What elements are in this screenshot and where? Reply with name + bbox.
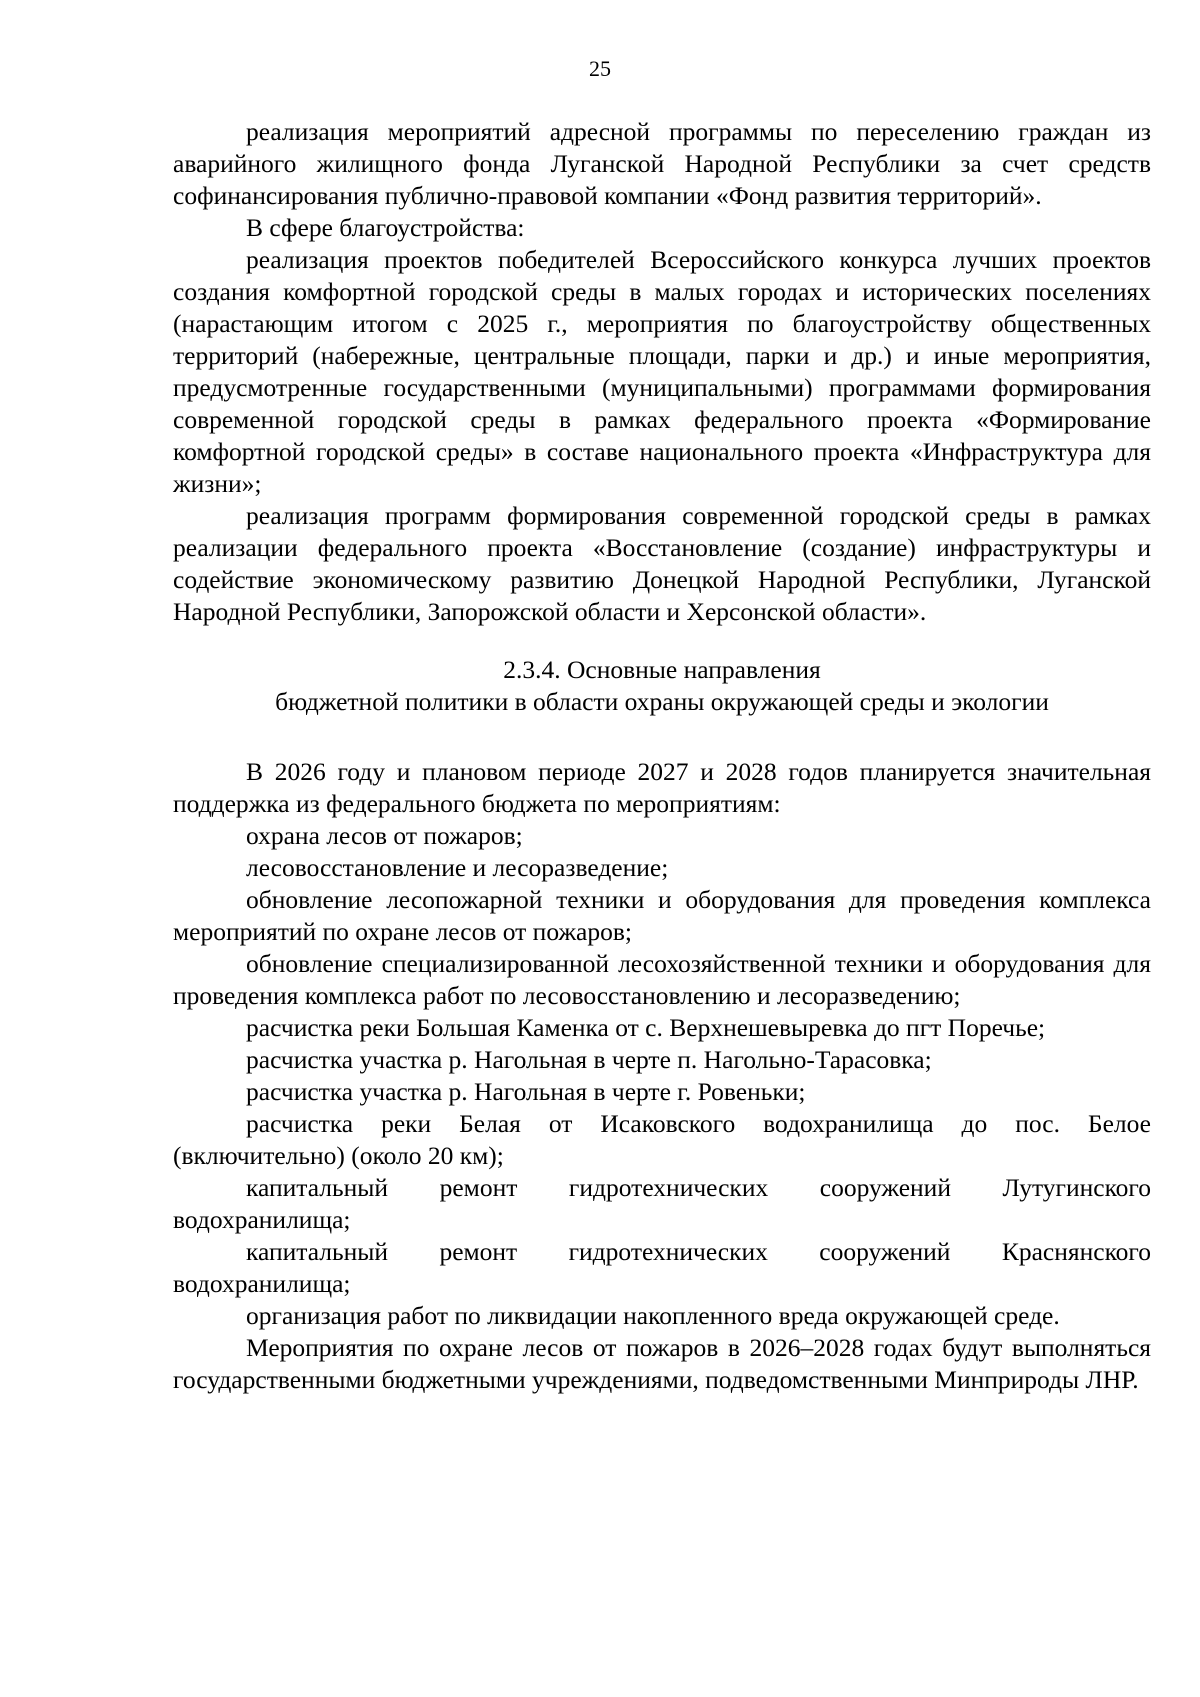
list-item: расчистка участка р. Нагольная в черте г. Ровеньки; (246, 1077, 806, 1106)
list-item: охрана лесов от пожаров; (246, 821, 523, 850)
paragraph-federal-support: В 2026 году и плановом периоде 2027 и 2028 годов планируется значительная поддержка из федерального бюджета по мероприятиям: (173, 757, 1151, 818)
page-number: 25 (589, 56, 611, 81)
list-item: расчистка участка р. Нагольная в черте п. Нагольно-Тарасовка; (246, 1045, 932, 1074)
list-item: обновление специализированной лесохозяйственной техники и оборудования для проведения комплекса работ по лесовосстановлению и лесоразведению; (173, 949, 1151, 1010)
list-item: капитальный ремонт гидротехнических сооружений Лутугинского водохранилища; (173, 1173, 1151, 1234)
section-heading-line-2: бюджетной политики в области охраны окружающей среды и экологии (275, 687, 1049, 716)
document-body (173, 116, 1151, 1396)
list-item: капитальный ремонт гидротехнических сооружений Краснянского водохранилища; (173, 1237, 1151, 1298)
list-item: лесовосстановление и лесоразведение; (246, 853, 669, 882)
section-heading-line-1: 2.3.4. Основные направления (503, 655, 821, 684)
list-item: расчистка реки Белая от Исаковского водохранилища до пос. Белое (включительно) (около 20 км); (173, 1109, 1151, 1170)
paragraph-urban-environment: реализация программ формирования современной городской среды в рамках реализации федерального проекта «Восстановление (создание) инфраструктуры и содействие экономическому развитию Донецкой Народной Республики, Луганской Народной Республики, Запорожской области и Херсонской области». (173, 501, 1151, 626)
paragraph-competition-projects: реализация проектов победителей Всероссийского конкурса лучших проектов создания комфортной городской среды в малых городах и исторических поселениях (нарастающим итогом с 2025 г., мероприятия по благоустройству общественных территорий (набережные, центральные площади, парки и др.) и иные мероприятия, предусмотренные государственными (муниципальными) программами формирования современной городской среды в рамках федерального проекта «Формирование комфортной городской среды» в составе национального проекта «Инфраструктура для жизни»; (173, 245, 1151, 498)
paragraph-landscaping-intro: В сфере благоустройства: (246, 213, 525, 242)
list-item: обновление лесопожарной техники и оборудования для проведения комплекса мероприятий по охране лесов от пожаров; (173, 885, 1151, 946)
list-item: организация работ по ликвидации накопленного вреда окружающей среде. (246, 1301, 1060, 1330)
list-item: расчистка реки Большая Каменка от с. Верхнешевыревка до пгт Поречье; (246, 1013, 1046, 1042)
section-heading (173, 654, 1151, 718)
paragraph-resettlement: реализация мероприятий адресной программы по переселению граждан из аварийного жилищного фонда Луганской Народной Республики за счет средств софинансирования публично-правовой компании «Фонд развития территорий». (173, 117, 1151, 210)
paragraph-forest-fire-institutions: Мероприятия по охране лесов от пожаров в 2026–2028 годах будут выполняться государственными бюджетными учреждениями, подведомственными Минприроды ЛНР. (173, 1333, 1151, 1394)
